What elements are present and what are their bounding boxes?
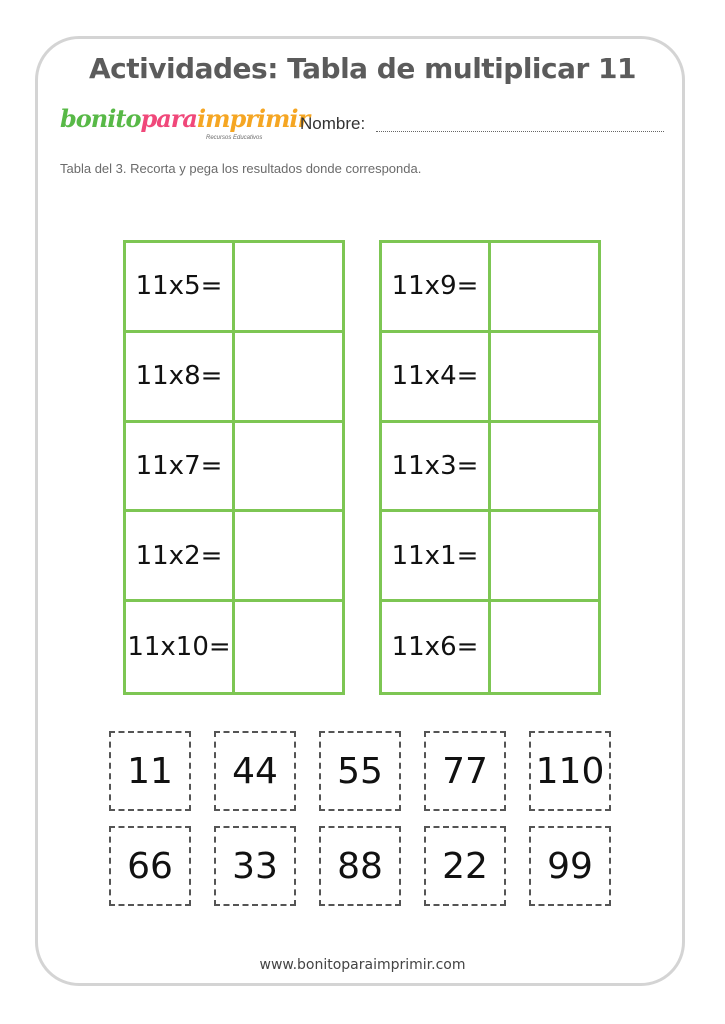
equation-cell: 11x7= [126,423,235,513]
cutout-card[interactable]: 11 [109,731,191,811]
answer-cell [235,423,342,513]
page-title: Actividades: Tabla de multiplicar 11 [88,52,637,85]
equation-cell: 11x2= [126,512,235,602]
logo-part-imprimir: imprimir [196,104,310,133]
equation-cell: 11x4= [382,333,491,423]
answer-cell [235,243,342,333]
logo-tagline: Recursos Educativos [206,135,263,141]
cutout-card[interactable]: 110 [529,731,611,811]
brand-logo [60,104,309,133]
answer-cell [491,512,598,602]
equation-cell: 11x5= [126,243,235,333]
equation-cell: 11x9= [382,243,491,333]
answer-cell [491,243,598,333]
instruction-text: Tabla del 3. Recorta y pega los resultados donde corresponda. [60,161,422,176]
answer-cell [235,602,342,692]
cutout-card[interactable]: 66 [109,826,191,906]
equation-cell: 11x3= [382,423,491,513]
answer-cell [235,333,342,423]
cutout-card[interactable]: 33 [214,826,296,906]
answer-cell [491,333,598,423]
cutout-card[interactable]: 44 [214,731,296,811]
equation-cell: 11x10= [126,602,235,692]
left-multiplication-table [123,240,345,695]
cutout-card[interactable]: 55 [319,731,401,811]
logo-part-bonito: bonito [60,104,141,133]
cutout-card[interactable]: 77 [424,731,506,811]
logo-part-para: para [140,104,197,133]
cutout-card[interactable]: 99 [529,826,611,906]
answer-cell [491,423,598,513]
name-line [376,131,664,132]
equation-cell: 11x6= [382,602,491,692]
footer-url[interactable]: www.bonitoparaimprimir.com [259,957,466,973]
equation-cell: 11x1= [382,512,491,602]
equation-cell: 11x8= [126,333,235,423]
cutout-card[interactable]: 22 [424,826,506,906]
answer-cell [491,602,598,692]
name-label: Nombre: [300,114,366,133]
right-multiplication-table [379,240,601,695]
cutout-card[interactable]: 88 [319,826,401,906]
answer-cell [235,512,342,602]
